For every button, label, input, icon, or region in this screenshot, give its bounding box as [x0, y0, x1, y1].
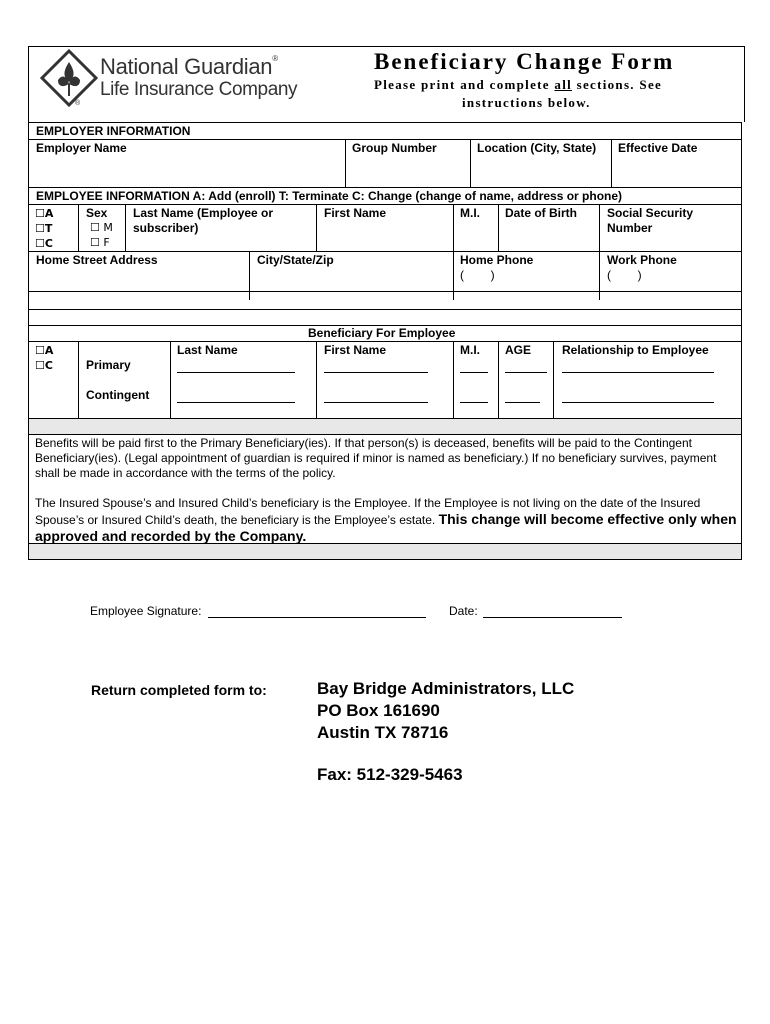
employer-name-label: Employer Name: [36, 141, 127, 155]
emp-divider-sex: [125, 204, 126, 251]
logo-reg-mark: ®: [75, 100, 81, 107]
primary-age-input[interactable]: [505, 357, 547, 371]
contingent-age-input[interactable]: [505, 387, 540, 401]
employee-action-c[interactable]: [35, 236, 53, 251]
header-top-border: [28, 46, 745, 47]
employee-action-a[interactable]: [35, 206, 53, 221]
emp-divider-last: [316, 204, 317, 251]
sex-m[interactable]: ☐ M: [90, 221, 113, 234]
contingent-last-name-line: [177, 402, 295, 403]
employee-signature-label: Employee Signature:: [90, 604, 202, 618]
employee-first-name-label: First Name: [324, 206, 387, 220]
primary-first-name-input[interactable]: [324, 357, 428, 371]
header-left-border: [28, 46, 29, 122]
ben-age-label: AGE: [505, 343, 532, 357]
signature-line: [208, 617, 426, 618]
employee-row-rule: [28, 251, 742, 252]
primary-label: Primary: [86, 358, 131, 372]
effective-notice: This change will become effective only when approved and recorded by the Company.: [35, 511, 737, 544]
insured-paragraph: [35, 495, 739, 545]
work-phone-parens: ( ): [607, 268, 642, 282]
primary-mi-input[interactable]: [460, 357, 488, 371]
ssn-label-2: Number: [607, 221, 653, 235]
form-subtitle-line2: instructions below.: [462, 95, 591, 110]
benefits-paragraph: Benefits will be paid first to the Primary Beneficiary(ies). If that person(s) is deceased, benefits will be paid to the Contingent Beneficiary(ies). (Legal appointment of guardian is required if minor is named as beneficiary.) If no beneficiary survives, payment shall be made in accordance with the terms of the policy.: [35, 436, 717, 480]
primary-relationship-input[interactable]: [562, 357, 714, 371]
home-address-label: Home Street Address: [36, 253, 158, 267]
sex-female-checkbox[interactable]: [90, 235, 110, 250]
beneficiary-action-a[interactable]: [35, 343, 53, 358]
city-state-zip-input[interactable]: [255, 292, 450, 300]
sex-label: Sex: [86, 206, 108, 220]
employer-divider-3: [611, 139, 612, 187]
primary-relationship-line: [562, 372, 714, 373]
employer-bottom-rule: [28, 187, 742, 188]
employer-divider-2: [470, 139, 471, 187]
ben-mi-label: M.I.: [460, 343, 480, 357]
table-top-border: [28, 122, 742, 123]
contingent-first-name-line: [324, 402, 428, 403]
action-t-checkbox[interactable]: ☐T: [35, 222, 53, 235]
header-right-border: [744, 46, 745, 122]
beneficiary-heading-rule: [28, 341, 742, 342]
signature-date-input[interactable]: [483, 602, 622, 616]
city-state-zip-label: City/State/Zip: [257, 253, 334, 267]
sex-male-checkbox[interactable]: [90, 220, 113, 235]
shaded-spacer-rule: [28, 434, 742, 435]
beneficiary-action-c[interactable]: [35, 358, 53, 373]
contingent-first-name-input[interactable]: [324, 387, 428, 401]
return-fax: Fax: 512-329-5463: [317, 765, 463, 784]
employer-name-input[interactable]: [36, 160, 336, 180]
home-address-input[interactable]: [34, 292, 246, 300]
employer-heading-rule: [28, 139, 742, 140]
logo-line1: National Guardian: [100, 54, 273, 79]
subtitle-part-b: sections. See: [572, 77, 663, 92]
effective-date-label: Effective Date: [618, 141, 698, 155]
emp-divider-action: [78, 204, 79, 251]
logo-company-name: [100, 54, 278, 80]
group-number-input[interactable]: [352, 160, 464, 180]
shaded-bottom-row: [29, 544, 741, 559]
primary-last-name-input[interactable]: [177, 357, 295, 371]
logo-reg: ®: [272, 54, 279, 63]
national-guardian-logo-icon: [38, 48, 100, 108]
employee-action-t[interactable]: [35, 221, 52, 236]
primary-mi-line: [460, 372, 488, 373]
employee-section-heading: EMPLOYEE INFORMATION A: Add (enroll) T: Terminate C: Change (change of name, address or phone): [36, 189, 623, 203]
return-address: [317, 678, 574, 786]
sex-f[interactable]: ☐ F: [90, 236, 110, 249]
ben-action-c-checkbox[interactable]: ☐C: [35, 359, 53, 372]
contingent-mi-line: [460, 402, 488, 403]
date-line: [483, 617, 622, 618]
ben-divider-first: [453, 341, 454, 418]
address-bottom-rule: [28, 309, 742, 310]
form-subtitle: [374, 77, 662, 93]
form-title: Beneficiary Change Form: [374, 49, 675, 74]
ben-action-a-checkbox[interactable]: ☐A: [35, 344, 54, 357]
ben-divider-last: [316, 341, 317, 418]
effective-date-input[interactable]: [618, 160, 736, 180]
employee-mi-label: M.I.: [460, 206, 480, 220]
ben-relationship-label: Relationship to Employee: [562, 343, 709, 357]
work-phone-input[interactable]: [605, 292, 738, 300]
ben-divider-action: [78, 341, 79, 418]
ben-divider-age: [553, 341, 554, 418]
emp-divider-first: [453, 204, 454, 300]
emp-divider-dob: [599, 204, 600, 300]
employee-heading-rule: [28, 204, 742, 205]
date-label: Date:: [449, 604, 478, 618]
work-phone-label: Work Phone: [607, 253, 677, 267]
ben-divider-type: [170, 341, 171, 418]
return-line3: Austin TX 78716: [317, 723, 449, 742]
return-line2: PO Box 161690: [317, 701, 440, 720]
table-bottom-border: [28, 559, 742, 560]
ben-last-name-label: Last Name: [177, 343, 238, 357]
return-label: Return completed form to:: [91, 682, 267, 698]
employer-divider-1: [345, 139, 346, 187]
logo-line2: Life Insurance Company: [100, 79, 298, 100]
contingent-label: Contingent: [86, 388, 150, 402]
return-line1: Bay Bridge Administrators, LLC: [317, 679, 575, 698]
beneficiary-section-heading: Beneficiary For Employee: [308, 326, 456, 340]
shaded-spacer-row: [29, 419, 741, 434]
primary-age-line: [505, 372, 547, 373]
action-c-checkbox[interactable]: ☐C: [35, 237, 53, 250]
action-a-checkbox[interactable]: ☐A: [35, 207, 54, 220]
home-phone-label: Home Phone: [460, 253, 534, 267]
contingent-relationship-line: [562, 402, 714, 403]
subtitle-all: all: [554, 77, 573, 92]
ben-divider-mi: [498, 341, 499, 418]
contingent-mi-input[interactable]: [460, 387, 488, 401]
primary-first-name-line: [324, 372, 428, 373]
home-phone-input[interactable]: [458, 292, 596, 300]
home-phone-parens: ( ): [460, 268, 495, 282]
ben-first-name-label: First Name: [324, 343, 387, 357]
employer-section-heading: EMPLOYER INFORMATION: [36, 124, 191, 138]
contingent-age-line: [505, 402, 540, 403]
group-number-label: Group Number: [352, 141, 437, 155]
subtitle-part-a: Please print and complete: [374, 77, 555, 92]
emp-divider-mi: [498, 204, 499, 251]
ssn-label: Social Security: [607, 206, 694, 220]
date-of-birth-label: Date of Birth: [505, 206, 577, 220]
location-input[interactable]: [477, 160, 605, 180]
employee-last-name-label-2: subscriber): [133, 221, 199, 235]
contingent-relationship-input[interactable]: [562, 387, 714, 401]
insured-paragraph-text: The Insured Spouse’s and Insured Child’s beneficiary is the Employee. If the Employee is not living on the date of the Insured Spouse’s or Insured Child’s death, the beneficiary is the Employee’s estate.: [35, 496, 701, 527]
employee-signature-input[interactable]: [208, 602, 426, 616]
employee-last-name-label: Last Name (Employee or: [133, 206, 274, 220]
emp-divider-address: [249, 251, 250, 300]
contingent-last-name-input[interactable]: [177, 387, 295, 401]
primary-last-name-line: [177, 372, 295, 373]
location-label: Location (City, State): [477, 141, 597, 155]
